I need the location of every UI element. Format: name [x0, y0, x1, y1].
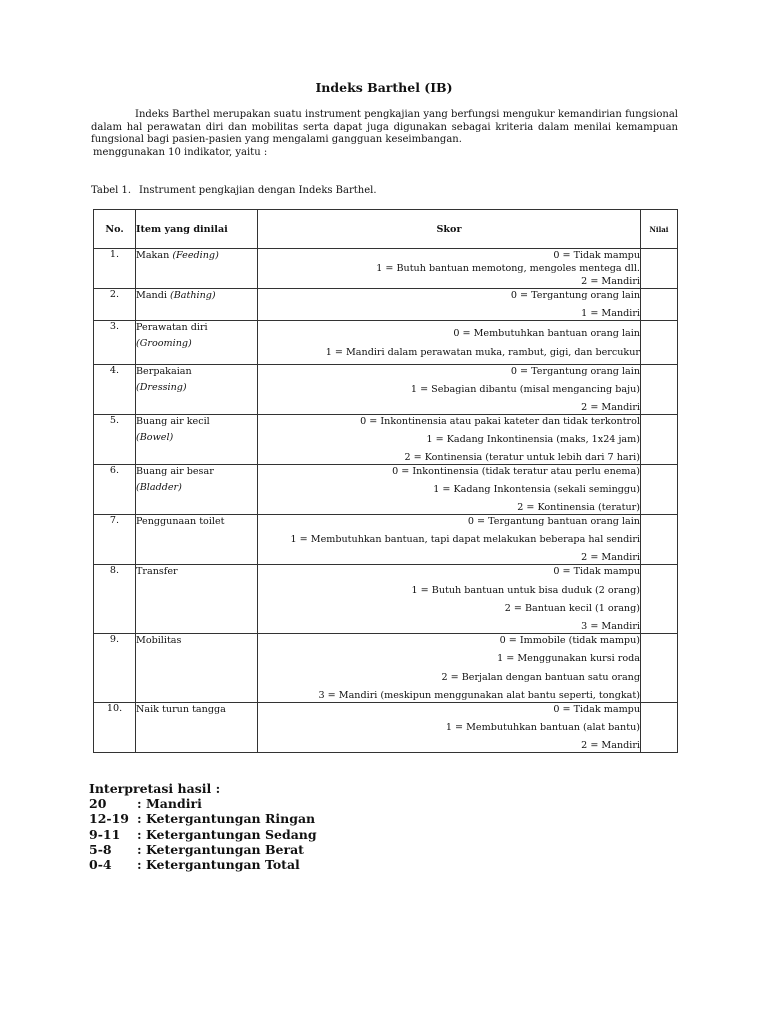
skor-line: 2 = Mandiri	[581, 552, 640, 563]
skor-line: 2 = Berjalan dengan bantuan satu orang	[441, 672, 640, 683]
row-nilai	[641, 634, 678, 703]
item-name: Penggunaan toilet	[136, 516, 225, 527]
barthel-index-table	[93, 209, 678, 753]
row-number: 10.	[94, 703, 136, 753]
row-item	[136, 289, 258, 321]
row-skor	[258, 289, 641, 321]
item-name: Mobilitas	[136, 635, 182, 646]
table-header-row	[94, 210, 678, 249]
row-number: 8.	[94, 565, 136, 634]
skor-line: 0 = Tidak mampu	[553, 566, 640, 577]
row-item	[136, 515, 258, 565]
row-number: 2.	[94, 289, 136, 321]
skor-line: 1 = Membutuhkan bantuan (alat bantu)	[445, 722, 640, 733]
skor-line: 0 = Tergantung orang lain	[510, 366, 640, 377]
item-name: Perawatan diri	[136, 322, 208, 333]
row-item	[136, 321, 258, 365]
interpretation-item	[89, 811, 317, 826]
skor-line: 2 = Mandiri	[581, 402, 640, 413]
skor-line: 3 = Mandiri (meskipun menggunakan alat bantu seperti, tongkat)	[318, 690, 640, 701]
row-nilai	[641, 365, 678, 415]
table-row	[94, 465, 678, 515]
skor-line: 2 = Kontinensia (teratur untuk lebih dari 7 hari)	[404, 452, 640, 463]
skor-line: 0 = Tergantung bantuan orang lain	[467, 516, 640, 527]
document-title: Indeks Barthel (IB)	[315, 80, 453, 95]
intro-second-line: menggunakan 10 indikator, yaitu :	[93, 146, 268, 158]
skor-line: 0 = Inkontinensia (tidak teratur atau perlu enema)	[392, 466, 640, 477]
item-name: Makan	[136, 250, 173, 261]
table-row	[94, 515, 678, 565]
row-nilai	[641, 465, 678, 515]
skor-line: 1 = Butuh bantuan untuk bisa duduk (2 orang)	[411, 585, 640, 596]
row-number: 1.	[94, 249, 136, 289]
row-nilai	[641, 565, 678, 634]
interpretation-range: 5-8	[89, 841, 112, 857]
interpretation-heading: Interpretasi hasil :	[89, 781, 221, 796]
interpretation-range: 12-19	[89, 811, 129, 827]
row-nilai	[641, 515, 678, 565]
skor-line: 0 = Inkontinensia atau pakai kateter dan tidak terkontrol	[360, 416, 640, 427]
row-nilai	[641, 321, 678, 365]
intro-text	[91, 109, 678, 159]
skor-line: 1 = Menggunakan kursi roda	[497, 653, 640, 664]
item-english: (Bladder)	[136, 482, 182, 493]
table-row	[94, 565, 678, 634]
row-skor	[258, 634, 641, 703]
row-item	[136, 365, 258, 415]
skor-line: 1 = Membutuhkan bantuan, tapi dapat melakukan beberapa hal sendiri	[290, 534, 640, 545]
skor-line: 2 = Mandiri	[581, 740, 640, 751]
skor-line: 3 = Mandiri	[581, 621, 640, 632]
skor-line: 2 = Bantuan kecil (1 orang)	[504, 603, 640, 614]
row-item	[136, 565, 258, 634]
row-skor	[258, 321, 641, 365]
skor-line: 2 = Kontinensia (teratur)	[517, 502, 640, 513]
item-name: Buang air kecil	[136, 416, 210, 427]
row-item	[136, 415, 258, 465]
row-skor	[258, 703, 641, 753]
item-name: Buang air besar	[136, 466, 214, 477]
row-number: 4.	[94, 365, 136, 415]
header-nilai: Nilai	[641, 210, 678, 249]
row-nilai	[641, 289, 678, 321]
item-english: (Feeding)	[172, 250, 219, 261]
skor-line: 0 = Immobile (tidak mampu)	[499, 635, 640, 646]
item-name: Transfer	[136, 566, 178, 577]
item-name: Naik turun tangga	[136, 704, 226, 715]
skor-line: 0 = Tidak mampu	[553, 704, 640, 715]
table-row	[94, 703, 678, 753]
interpretation-label: : Ketergantungan Berat	[137, 841, 304, 857]
skor-line: 0 = Tergantung orang lain	[510, 290, 640, 301]
skor-line: 1 = Mandiri	[581, 308, 640, 319]
table-caption	[91, 185, 377, 196]
skor-line: 1 = Kadang Inkontinensia (maks, 1x24 jam)	[426, 434, 640, 445]
row-item	[136, 634, 258, 703]
row-item	[136, 465, 258, 515]
interpretation-range: 20	[89, 796, 107, 812]
item-english: (Bathing)	[169, 290, 216, 301]
table-caption-text: Instrument pengkajian dengan Indeks Barthel.	[139, 185, 377, 196]
item-name: Berpakaian	[136, 366, 192, 377]
skor-line: 2 = Mandiri	[581, 276, 640, 287]
row-number: 9.	[94, 634, 136, 703]
skor-line: 1 = Sebagian dibantu (misal mengancing baju)	[410, 384, 640, 395]
row-skor	[258, 415, 641, 465]
interpretation-item	[89, 842, 317, 857]
header-item: Item yang dinilai	[136, 210, 258, 249]
row-skor	[258, 249, 641, 289]
table-row	[94, 634, 678, 703]
table-caption-number: Tabel 1.	[91, 185, 132, 196]
item-english: (Bowel)	[136, 432, 174, 443]
row-skor	[258, 365, 641, 415]
skor-line: 1 = Butuh bantuan memotong, mengoles mentega dll.	[376, 263, 640, 274]
intro-paragraph: Indeks Barthel merupakan suatu instrument pengkajian yang berfungsi mengukur kemandirian fungsional dalam hal perawatan diri dan mobilitas serta dapat juga digunakan sebagai kriteria dalam menilai kemampuan fungsional bagi pasien-pasien yang mengalami gangguan keseimbangan.	[91, 109, 678, 145]
table-row	[94, 289, 678, 321]
item-english: (Dressing)	[136, 382, 187, 393]
skor-line: 0 = Membutuhkan bantuan orang lain	[453, 328, 640, 339]
row-skor	[258, 515, 641, 565]
skor-line: 0 = Tidak mampu	[553, 250, 640, 261]
interpretation-item	[89, 796, 317, 811]
interpretation-item	[89, 827, 317, 842]
row-skor	[258, 465, 641, 515]
interpretation-label: : Ketergantungan Total	[137, 857, 300, 873]
interpretation-label: : Ketergantungan Sedang	[137, 826, 317, 842]
row-skor	[258, 565, 641, 634]
row-number: 6.	[94, 465, 136, 515]
table-row	[94, 249, 678, 289]
interpretation-label: : Mandiri	[137, 796, 202, 812]
interpretation-range: 9-11	[89, 826, 121, 842]
interpretation-range: 0-4	[89, 857, 112, 873]
table-row	[94, 321, 678, 365]
header-skor: Skor	[258, 210, 641, 249]
header-no: No.	[94, 210, 136, 249]
interpretation-label: : Ketergantungan Ringan	[137, 811, 316, 827]
skor-line: 1 = Kadang Inkontensia (sekali seminggu)	[433, 484, 640, 495]
row-item	[136, 703, 258, 753]
row-item	[136, 249, 258, 289]
item-english: (Grooming)	[136, 338, 192, 349]
table-row	[94, 415, 678, 465]
interpretation-section	[89, 781, 317, 872]
row-number: 7.	[94, 515, 136, 565]
skor-line: 1 = Mandiri dalam perawatan muka, rambut, gigi, dan bercukur	[325, 347, 640, 358]
row-number: 5.	[94, 415, 136, 465]
row-nilai	[641, 415, 678, 465]
table-row	[94, 365, 678, 415]
row-nilai	[641, 249, 678, 289]
row-nilai	[641, 703, 678, 753]
interpretation-item	[89, 857, 317, 872]
item-name: Mandi	[136, 290, 170, 301]
row-number: 3.	[94, 321, 136, 365]
